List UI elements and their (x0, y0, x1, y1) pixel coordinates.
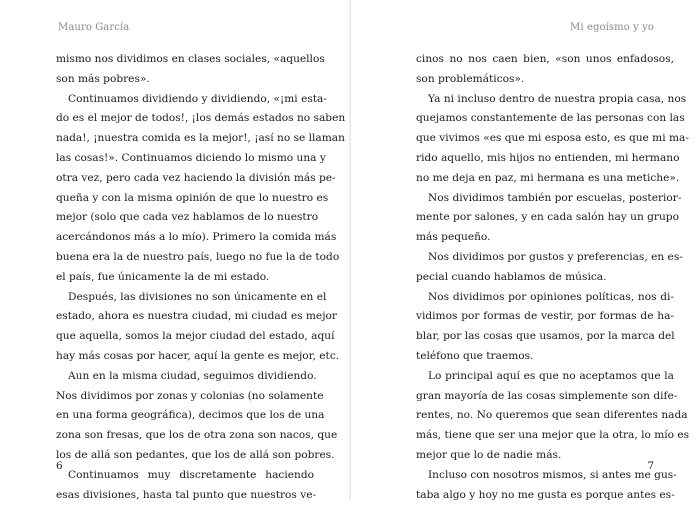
text-line: buena era la de nuestro país, luego no fue la de todo (56, 250, 340, 263)
text-line: en una forma geográfica), decimos que los de una (56, 409, 325, 422)
text-line: blar, por las cosas que usamos, por la marca del (416, 330, 675, 343)
left-page-body (56, 50, 346, 505)
text-line: vidimos por formas de vestir, por formas de ha- (416, 310, 674, 323)
text-line: Nos dividimos también por escuelas, posterior- (428, 191, 682, 204)
right-page (350, 0, 700, 500)
text-line: mismo nos dividimos en clases sociales, «aquellos (56, 53, 325, 65)
page-number-left: 6 (56, 460, 63, 472)
text-line: mejor (solo que cada vez hablamos de lo nuestro (56, 211, 319, 224)
running-head-author: Mauro García (58, 22, 130, 33)
text-line: Continuamos dividiendo y dividiendo, «¡mi esta- (68, 92, 327, 105)
text-line: taba algo y hoy no me gusta es porque antes es- (416, 488, 675, 501)
text-line: estado, ahora es nuestra ciudad, mi ciudad es mejor (56, 310, 337, 323)
text-line: pecial cuando hablamos de música. (416, 270, 607, 283)
text-line: Aun en la misma ciudad, seguimos dividiendo. (68, 369, 317, 382)
text-line: otra vez, pero cada vez haciendo la división más pe- (56, 171, 336, 184)
text-line: el país, fue únicamente la de mi estado. (56, 270, 270, 283)
text-line: cinos no nos caen bien, «son unos enfadosos, (416, 53, 674, 65)
text-line: más pequeño. (416, 231, 491, 244)
text-line: los de allá son pedantes, que los de allá son pobres. (56, 448, 335, 461)
text-line: Ya ni incluso dentro de nuestra propia casa, nos (428, 92, 687, 105)
text-line: Nos dividimos por zonas y colonias (no solamente (56, 389, 324, 402)
text-line: Continuamos muy discretamente haciendo (68, 468, 314, 481)
text-line: hay más cosas por hacer, aquí la gente es mejor, etc. (56, 349, 340, 362)
right-page-body (416, 50, 690, 505)
left-page (0, 0, 350, 500)
text-line: son más pobres». (56, 72, 150, 85)
text-line: teléfono que traemos. (416, 349, 534, 362)
text-line: queña y con la misma opinión de que lo nuestro es (56, 191, 329, 204)
text-line: Nos dividimos por gustos y preferencias, en es- (428, 250, 683, 263)
text-line: Lo principal aquí es que no aceptamos que la (428, 369, 674, 382)
text-line: mejor que lo de nadie más. (416, 448, 562, 461)
text-line: Incluso con nosotros mismos, si antes me gus- (428, 468, 677, 481)
text-line: acercándonos más a lo mío). Primero la comida más (56, 231, 337, 244)
text-line: Después, las divisiones no son únicamente en el (68, 290, 327, 303)
text-line: gran mayoría de las cosas simplemente son dife- (416, 389, 678, 402)
text-line: no me deja en paz, mi hermana es una metiche». (416, 171, 680, 184)
text-line: nada!, ¡nuestra comida es la mejor!, ¡así no se llaman (56, 132, 345, 145)
text-line: do es el mejor de todos!, ¡los demás estados no saben (56, 112, 346, 125)
text-line: rentes, no. No queremos que sean diferentes nada (416, 409, 688, 422)
page-number-right: 7 (647, 460, 654, 472)
text-line: Nos dividimos por opiniones políticas, nos di- (428, 290, 674, 303)
text-line: quejamos constantemente de las personas con las (416, 112, 685, 125)
text-line: esas divisiones, hasta tal punto que nuestros ve- (56, 488, 317, 501)
text-line: mente por salones, y en cada salón hay un grupo (416, 211, 679, 224)
text-line: que aquella, somos la mejor ciudad del estado, aquí (56, 330, 335, 343)
running-head-title: Mi egoísmo y yo (570, 22, 654, 33)
text-line: que vivimos «es que mi esposa esto, es que mi ma- (416, 132, 689, 145)
text-line: las cosas!». Continuamos diciendo lo mismo una y (56, 151, 326, 164)
text-line: rido aquello, mis hijos no entienden, mi hermano (416, 151, 680, 164)
text-line: más, tiene que ser una mejor que la otra, lo mío es (416, 429, 690, 442)
text-line: son problemáticos». (416, 72, 525, 85)
text-line: zona son fresas, que los de otra zona son nacos, que (56, 429, 338, 442)
